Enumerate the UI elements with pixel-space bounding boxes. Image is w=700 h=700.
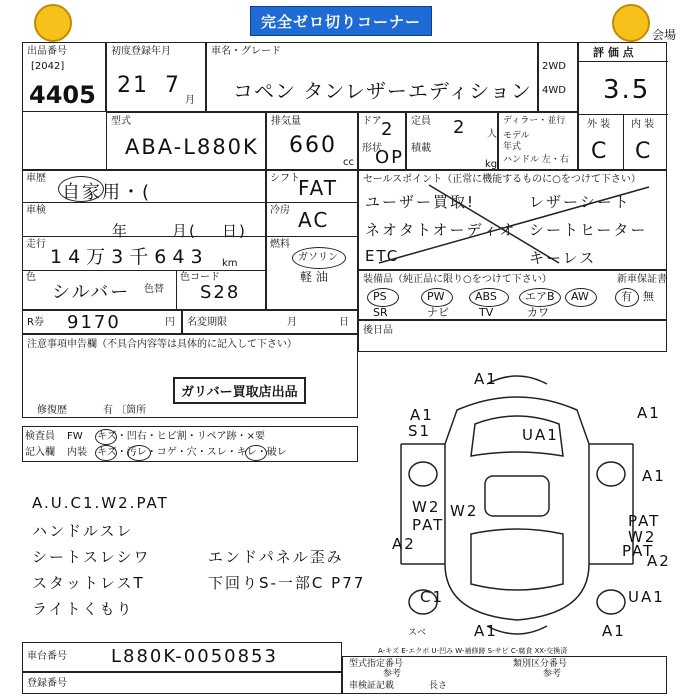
usage-value: 自家用・( xyxy=(62,182,152,203)
color-code: S28 xyxy=(200,282,241,303)
header-bar xyxy=(0,0,700,44)
chassis-number: L880K-0050853 xyxy=(111,646,278,667)
chassis-box: 車台番号 L880K-0050853 xyxy=(22,642,342,672)
mascot-icon xyxy=(34,4,72,42)
circle-mark xyxy=(519,288,561,307)
grade-score: 3.5 xyxy=(603,75,651,105)
auction-sheet: 出品番号 [2042] 4405 初度登録年月 21 7 月 車名・グレード コペン タンレザーエディション 2WD 4WD 評 価 点 3.5 外 装 内 装 C C 型式 ABA-L880K 排気量 660 cc ドア 2 形状 OP 定員 2 人 積載 kg ディラー・並行 モデル年式 ハンドル 左・右 車歴 自家用・( 車検 年 月( 日) 走行 14万3千643 km 色 シルバー 色替 色コード S28 シフト FAT 冷房 AC 燃料 ガソリン 軽 油 セールスポイント（正常に機能するものに○をつけて下さい） ユーザー買取! レザーシート ネオタトオーディオ シートヒーター ETC キーレス 装備品（純正品に限り○をつけて下さい） 新車保証書 PS PW ABS エアB AW 有 無 SR ナビ TV カワ R券 9170 円 名変期限 月 日 後日品 注意事項申告欄（不具合内容等は具体的に記入して下さい） ガリバー買取店出品 修復歴 有 〔箇所 検査員 記入欄 FW キズ・凹右・ヒビ割・リペア跡・×要 内装 キズ・汚レ・コゲ・穴・スレ・キレ・破レ A.U.C1.W2.PAT ハンドルスレ シートスレシワ スタットレスT ライトくもり エンドパネル歪み 下回りS-一部C P77 A1 A1 S1 UA1 A1 A1 W2 W2 PAT PAT W2 PAT A2 A2 C1 A1 UA1 A1 スベ A-キズ E-エクボ U-凹み W-補修跡 S-サビ C-腐食 XX-交換済 車台番号 L880K-0050853 登録番号 型式指定番号 参考 類別区分番号 参考 車検証記載 長さ xyxy=(22,42,667,694)
grade-box: 評 価 点 3.5 外 装 内 装 C C xyxy=(578,42,667,170)
notes-box: 注意事項申告欄（不具合内容等は具体的に記入して下さい） ガリバー買取店出品 修復歴 有 〔箇所 xyxy=(22,334,358,418)
circle-mark xyxy=(245,445,267,461)
dealer-stamp: ガリバー買取店出品 xyxy=(173,377,306,404)
cross-out-mark xyxy=(359,171,668,271)
model-code: ABA-L880K xyxy=(125,135,259,159)
capacity-box: 定員 2 人 積載 kg xyxy=(406,112,498,170)
recycle-value: 9170 xyxy=(67,312,121,333)
circle-mark xyxy=(421,288,453,307)
circle-mark xyxy=(367,288,399,307)
circle-mark xyxy=(615,288,639,307)
mileage-value: 14万3千643 xyxy=(50,246,209,268)
color-value: シルバー xyxy=(52,282,131,303)
displacement-box: 排気量 660 cc xyxy=(266,112,358,170)
model-box: 型式 ABA-L880K xyxy=(106,112,266,170)
name-box: 車名・グレード コペン タンレザーエディション xyxy=(206,42,538,112)
shift-value: FAT xyxy=(298,176,339,200)
circle-mark xyxy=(127,445,151,461)
circle-mark xyxy=(292,247,346,269)
ac-value: AC xyxy=(298,208,330,232)
circle-mark xyxy=(95,445,117,461)
circle-mark xyxy=(95,429,117,445)
lot-box: 出品番号 [2042] 4405 xyxy=(22,42,106,112)
exterior-grade: C xyxy=(591,139,609,164)
circle-mark xyxy=(469,288,509,307)
circle-mark xyxy=(565,288,597,307)
mascot-icon xyxy=(612,4,650,42)
doors-box: ドア 2 形状 OP xyxy=(358,112,406,170)
dealer-box: ディラー・並行 モデル年式 ハンドル 左・右 xyxy=(498,112,578,170)
lot-number: 4405 xyxy=(29,81,96,109)
circle-mark xyxy=(58,176,104,202)
registration-box: 初度登録年月 21 7 月 xyxy=(106,42,206,112)
diagram-legend: A-キズ E-エクボ U-凹み W-補修跡 S-サビ C-腐食 XX-交換済 xyxy=(378,647,568,655)
venue-label: 会場 xyxy=(652,28,677,42)
equipment-box: 装備品（純正品に限り○をつけて下さい） 新車保証書 PS PW ABS エアB AW 有 無 SR ナビ TV カワ xyxy=(358,270,667,320)
interior-grade: C xyxy=(635,139,653,164)
inspector-box: 検査員 記入欄 FW キズ・凹右・ヒビ割・リペア跡・×要 内装 キズ・汚レ・コゲ・穴・スレ・キレ・破レ xyxy=(22,426,358,462)
car-name: コペン タンレザーエディション xyxy=(233,79,532,103)
sales-points-box: セールスポイント（正常に機能するものに○をつけて下さい） ユーザー買取! レザーシート ネオタトオーディオ シートヒーター ETC キーレス xyxy=(358,170,667,270)
drive-box: 2WD 4WD xyxy=(538,42,578,112)
page-title: 完全ゼロ切りコーナー xyxy=(250,6,432,36)
